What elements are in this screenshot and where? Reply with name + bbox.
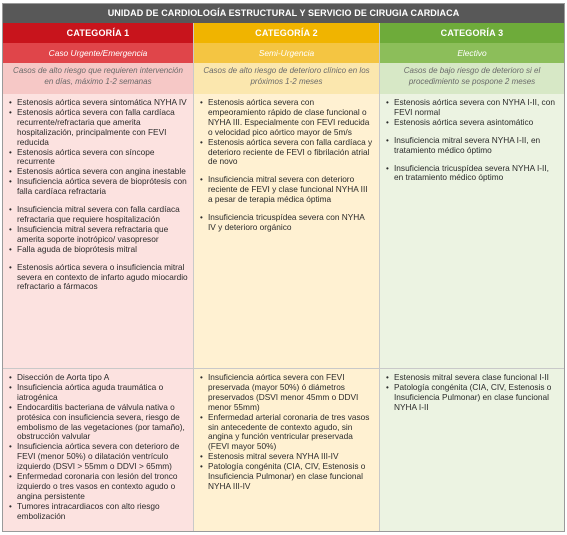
column-category-3 (379, 23, 564, 532)
list-item: • Estenosis aórtica severa con falla cardíaca y deterioro reciente de FEVI o fibrilación atrial de novo (199, 138, 374, 168)
category-2-row-1 (194, 94, 379, 368)
list-item: • Falla aguda de bioprótesis mitral (8, 245, 188, 255)
category-3-header: CATEGORÍA 3 (380, 23, 564, 43)
list-item: • Patología congénita (CIA, CIV, Estenosis o Insuficiencia Pulmonar) en clase funcional NYHA III-IV (199, 462, 374, 492)
list-item: • Insuficiencia aórtica aguda traumática o iatrogénica (8, 383, 188, 403)
list-item: • Insuficiencia mitral severa con deterioro reciente de FEVI y clase funcional NYHA III a pesar de terapia médica óptima (199, 175, 374, 205)
list-item: • Insuficiencia aórtica severa con FEVI preservada (mayor 50%) ó diámetros preservados (DSVI menor 45mm o DDVI menor 55mm) (199, 373, 374, 413)
category-3-row-1 (380, 94, 564, 368)
category-3-row-2 (380, 368, 564, 532)
column-category-2 (193, 23, 379, 532)
list-item: • Estenosis aórtica severa con empeoramiento rápido de clase funcional o NYHA III. Especialmente con FEVI reducida o velocidad pico aórtico mayor de 5m/s (199, 98, 374, 138)
list-item: • Insuficiencia mitral severa con falla cardíaca refractaria que requiere hospitalización (8, 205, 188, 225)
list-item: • Insuficiencia mitral severa NYHA I-II, en tratamiento médico óptimo (385, 136, 559, 156)
category-2-description: Casos de alto riesgo de deterioro clínico en los próximos 1-2 meses (194, 63, 379, 94)
list-item: • Insuficiencia aórtica severa de bioprótesis con falla cardíaca refractaria (8, 177, 188, 197)
list-item: • Patología congénita (CIA, CIV, Estenosis o Insuficiencia Pulmonar) en clase funcional NYHA I-II (385, 383, 559, 413)
list-item: • Estenosis aórtica severa asintomático (385, 118, 559, 128)
list-item: • Estenosis aórtica severa con síncope recurrente (8, 148, 188, 168)
list-item: • Enfermedad coronaria con lesión del tronco izquierdo o tres vasos en contexto agudo o angina persistente (8, 472, 188, 502)
priority-table (2, 3, 565, 532)
list-item: • Estenosis aórtica severa con angina inestable (8, 167, 188, 177)
category-1-row-1 (3, 94, 193, 368)
column-category-1 (3, 23, 193, 532)
category-1-description: Casos de alto riesgo que requieren intervención en días, máximo 1-2 semanas (3, 63, 193, 94)
category-3-subheader: Electivo (380, 43, 564, 63)
category-2-subheader: Semi-Urgencia (194, 43, 379, 63)
list-item: • Insuficiencia mitral severa refractaria que amerita soporte inotrópico/ vasopresor (8, 225, 188, 245)
list-item: • Estenosis mitral severa clase funcional I-II (385, 373, 559, 383)
list-item: • Estenosis aórtica severa con falla cardíaca recurrente/refractaria que amerita hospitalización, principalmente con FEVI reducida (8, 108, 188, 148)
category-1-header: CATEGORÍA 1 (3, 23, 193, 43)
list-item: • Disección de Aorta tipo A (8, 373, 188, 383)
category-2-header: CATEGORÍA 2 (194, 23, 379, 43)
list-item: • Estenosis aórtica severa sintomática NYHA IV (8, 98, 188, 108)
category-2-row-2 (194, 368, 379, 532)
table-title: UNIDAD DE CARDIOLOGÍA ESTRUCTURAL Y SERVICIO DE CIRUGIA CARDIACA (3, 4, 564, 23)
list-item: • Estenosis aórtica severa con NYHA I-II, con FEVI normal (385, 98, 559, 118)
list-item: • Endocarditis bacteriana de válvula nativa o protésica con insuficiencia severa, riesgo de embolismo de las vegetaciones (por tamaño), obstrucción valvular (8, 403, 188, 443)
category-3-description: Casos de bajo riesgo de deterioro si el procedimiento se pospone 2 meses (380, 63, 564, 94)
list-item: • Insuficiencia aórtica severa con deterioro de FEVI (menor 50%) o dilatación ventrículo izquierdo (DSVI > 55mm o DDVI > 65mm) (8, 442, 188, 472)
list-item: • Tumores intracardiacos con alto riesgo embolización (8, 502, 188, 522)
list-item: • Estenosis mitral severa NYHA III-IV (199, 452, 374, 462)
list-item: • Enfermedad arterial coronaria de tres vasos sin antecedente de contexto agudo, sin angina y función ventricular preservada (FEVI mayor 50%) (199, 413, 374, 453)
list-item: • Estenosis aórtica severa o insuficiencia mitral severa en contexto de infarto agudo miocardio refractario a fármacos (8, 263, 188, 293)
category-1-row-2 (3, 368, 193, 532)
list-item: • Insuficiencia tricuspídea severa con NYHA IV y deterioro orgánico (199, 213, 374, 233)
category-1-subheader: Caso Urgente/Emergencia (3, 43, 193, 63)
list-item: • Insuficiencia tricuspídea severa NYHA I-II, en tratamiento médico óptimo (385, 164, 559, 184)
